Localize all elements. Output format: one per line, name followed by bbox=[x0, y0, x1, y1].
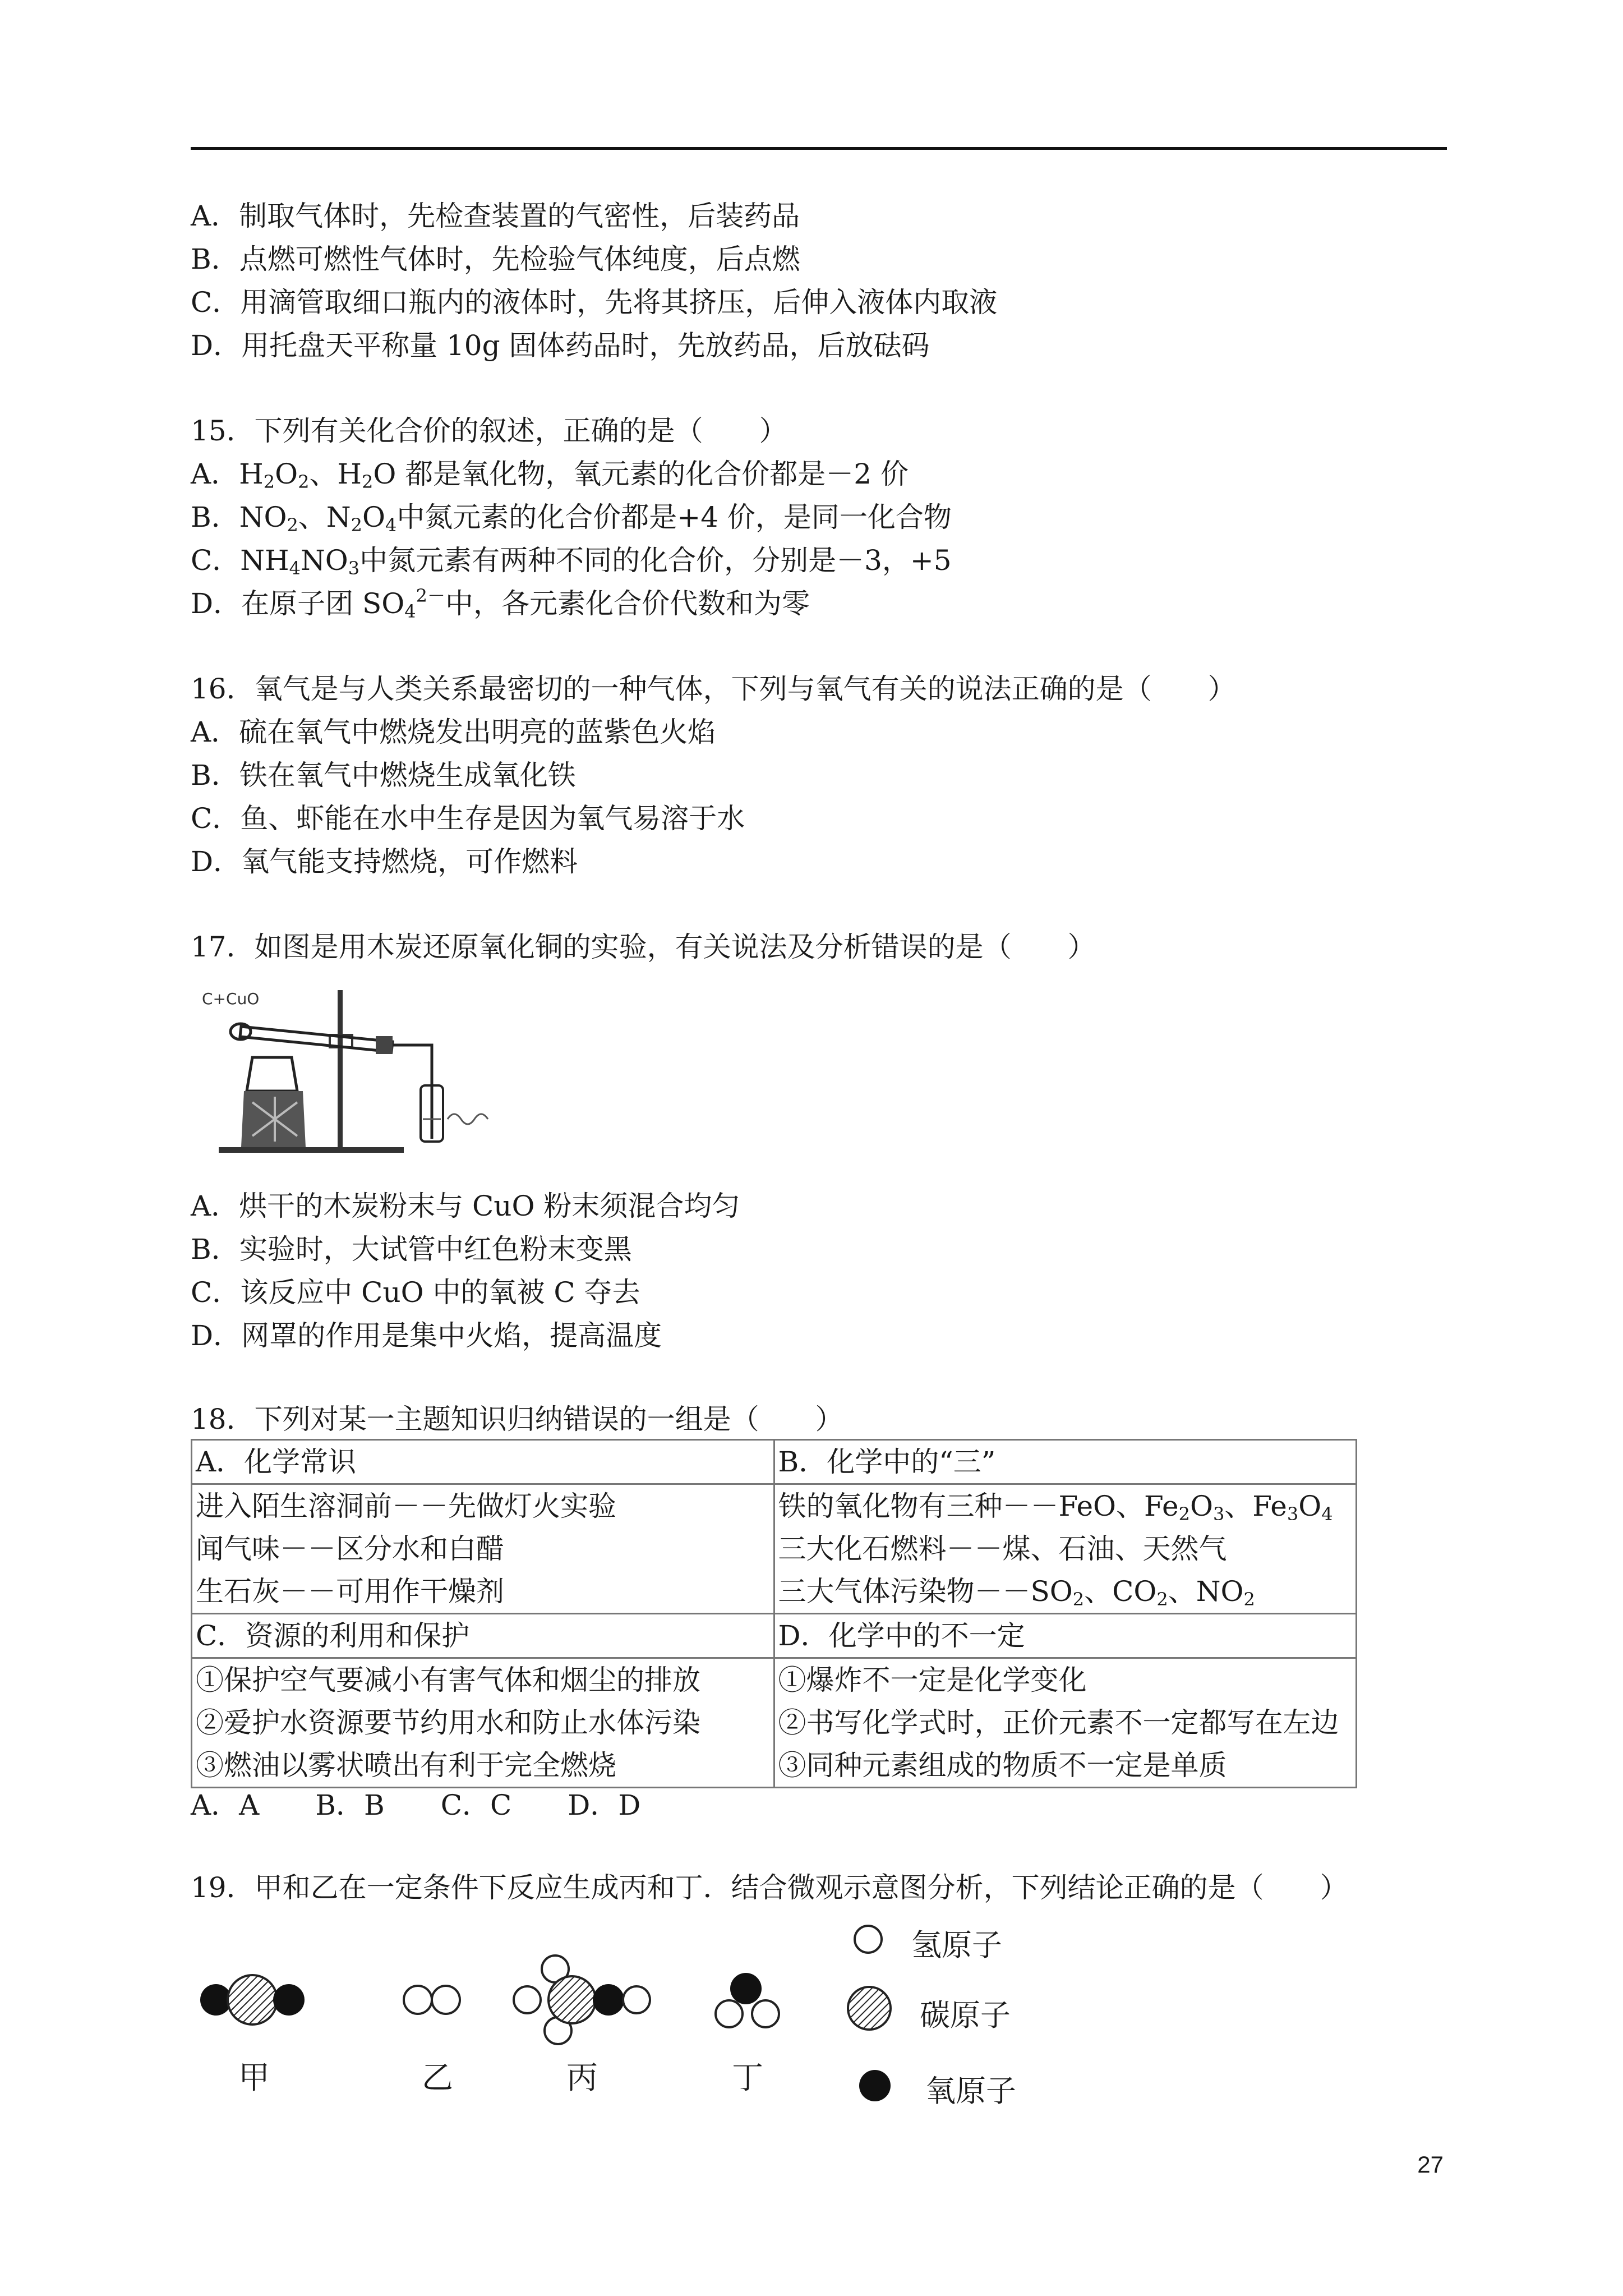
q14-option-a: A．制取气体时，先检查装置的气密性，后装药品 bbox=[191, 200, 800, 232]
molecule-jia bbox=[200, 1975, 305, 2024]
q17-stem: 17．如图是用木炭还原氧化铜的实验，有关说法及分析错误的是（ ） bbox=[191, 931, 1096, 963]
label-ding: 丁 bbox=[732, 2060, 763, 2096]
header-rule bbox=[191, 147, 1447, 150]
q18-choices: A．A B．B C．C D．D bbox=[191, 1789, 641, 1821]
label-bing: 丙 bbox=[566, 2060, 598, 2096]
q18-cell-a-head: A．化学常识 bbox=[192, 1440, 774, 1484]
legend-hydrogen-label: 氢原子 bbox=[911, 1927, 1002, 1963]
legend-carbon-label: 碳原子 bbox=[920, 1998, 1011, 2033]
q16-option-b: B．铁在氧气中燃烧生成氧化铁 bbox=[191, 759, 576, 792]
molecule-ding bbox=[716, 1973, 779, 2027]
delivery-tube bbox=[393, 1045, 432, 1139]
label-yi: 乙 bbox=[422, 2060, 453, 2096]
q15-option-a: A．$H_2O_2$、$H_2O$ 都是氧化物，氧元素的化合价都是－2 价 bbox=[191, 458, 909, 493]
q18-cell-d-head: D．化学中的不一定 bbox=[774, 1614, 1357, 1658]
q15-option-c: C．$NH_4NO_3$中氮元素有两种不同的化合价，分别是－3，+5 bbox=[191, 544, 952, 579]
q15-option-d: D．在原子团 $SO_4^{2-}$中，各元素化合价代数和为零 bbox=[191, 585, 810, 622]
q17-option-b: B．实验时，大试管中红色粉末变黑 bbox=[191, 1233, 632, 1266]
q17-option-d: D．网罩的作用是集中火焰，提高温度 bbox=[191, 1319, 662, 1352]
q18-cell-d-body: ①爆炸不一定是化学变化 ②书写化学式时，正价元素不一定都写在左边 ③同种元素组成的物质不一定是单质 bbox=[774, 1658, 1357, 1788]
q16-option-a: A．硫在氧气中燃烧发出明亮的蓝紫色火焰 bbox=[191, 716, 716, 748]
q18-cell-c-head: C．资源的利用和保护 bbox=[192, 1614, 774, 1658]
q15-option-b: B．$NO_2$、$N_2O_4$中氮元素的化合价都是+4 价，是同一化合物 bbox=[191, 501, 952, 536]
q17-option-c: C．该反应中 CuO 中的氧被 C 夺去 bbox=[191, 1276, 640, 1309]
label-jia: 甲 bbox=[238, 2060, 270, 2096]
q15-stem: 15．下列有关化合价的叙述，正确的是（ ） bbox=[191, 415, 787, 447]
figure-label: C+CuO bbox=[202, 990, 260, 1008]
flame-mesh bbox=[247, 1057, 297, 1091]
molecule-yi bbox=[404, 1986, 460, 2014]
molecule-diagram bbox=[191, 1907, 1424, 2120]
legend-hydrogen-icon bbox=[855, 1926, 882, 1953]
molecule-bing bbox=[514, 1955, 650, 2044]
q18-cell-c-body: ①保护空气要减小有害气体和烟尘的排放 ②爱护水资源要节约用水和防止水体污染 ③燃油以雾状喷出有利于完全燃烧 bbox=[192, 1658, 774, 1788]
q18-table bbox=[191, 1439, 1357, 1788]
q16-stem: 16．氧气是与人类关系最密切的一种气体，下列与氧气有关的说法正确的是（ ） bbox=[191, 673, 1236, 705]
page-number: 27 bbox=[1417, 2151, 1444, 2178]
legend-oxygen-label: 氧原子 bbox=[925, 2073, 1016, 2109]
stand-rod bbox=[338, 990, 343, 1148]
q14-option-b: B．点燃可燃性气体时，先检验气体纯度，后点燃 bbox=[191, 243, 800, 275]
q18-cell-b-body: 铁的氧化物有三种－－FeO、$Fe_2O_3$、$Fe_3O_4$ 三大化石燃料－－煤、石油、天然气 三大气体污染物$--SO_2$、$CO_2$、$NO_2$ bbox=[774, 1484, 1357, 1614]
q14-option-c: C．用滴管取细口瓶内的液体时，先将其挤压，后伸入液体内取液 bbox=[191, 286, 998, 319]
q14-option-d: D．用托盘天平称量 10g 固体药品时，先放药品，后放砝码 bbox=[191, 329, 930, 362]
q16-option-c: C．鱼、虾能在水中生存是因为氧气易溶于水 bbox=[191, 802, 745, 835]
q19-stem: 19．甲和乙在一定条件下反应生成丙和丁．结合微观示意图分析，下列结论正确的是（ ） bbox=[191, 1871, 1348, 1904]
test-tube bbox=[240, 1027, 393, 1052]
q18-cell-a-body: 进入陌生溶洞前－－先做灯火实验 闻气味－－区分水和白醋 生石灰－－可用作干燥剂 bbox=[192, 1484, 774, 1614]
stopper bbox=[376, 1036, 393, 1054]
legend-oxygen-icon bbox=[859, 2070, 891, 2101]
q18-cell-b-head: B．化学中的“三” bbox=[774, 1440, 1357, 1484]
legend-carbon-icon bbox=[848, 1987, 891, 2030]
q16-option-d: D．氧气能支持燃烧，可作燃料 bbox=[191, 845, 578, 878]
charcoal-reduction-apparatus-figure bbox=[191, 979, 505, 1170]
q18-stem: 18．下列对某一主题知识归纳错误的一组是（ ） bbox=[191, 1403, 843, 1435]
stand-base bbox=[219, 1147, 404, 1153]
q17-option-a: A．烘干的木炭粉末与 CuO 粉末须混合均匀 bbox=[191, 1190, 740, 1222]
